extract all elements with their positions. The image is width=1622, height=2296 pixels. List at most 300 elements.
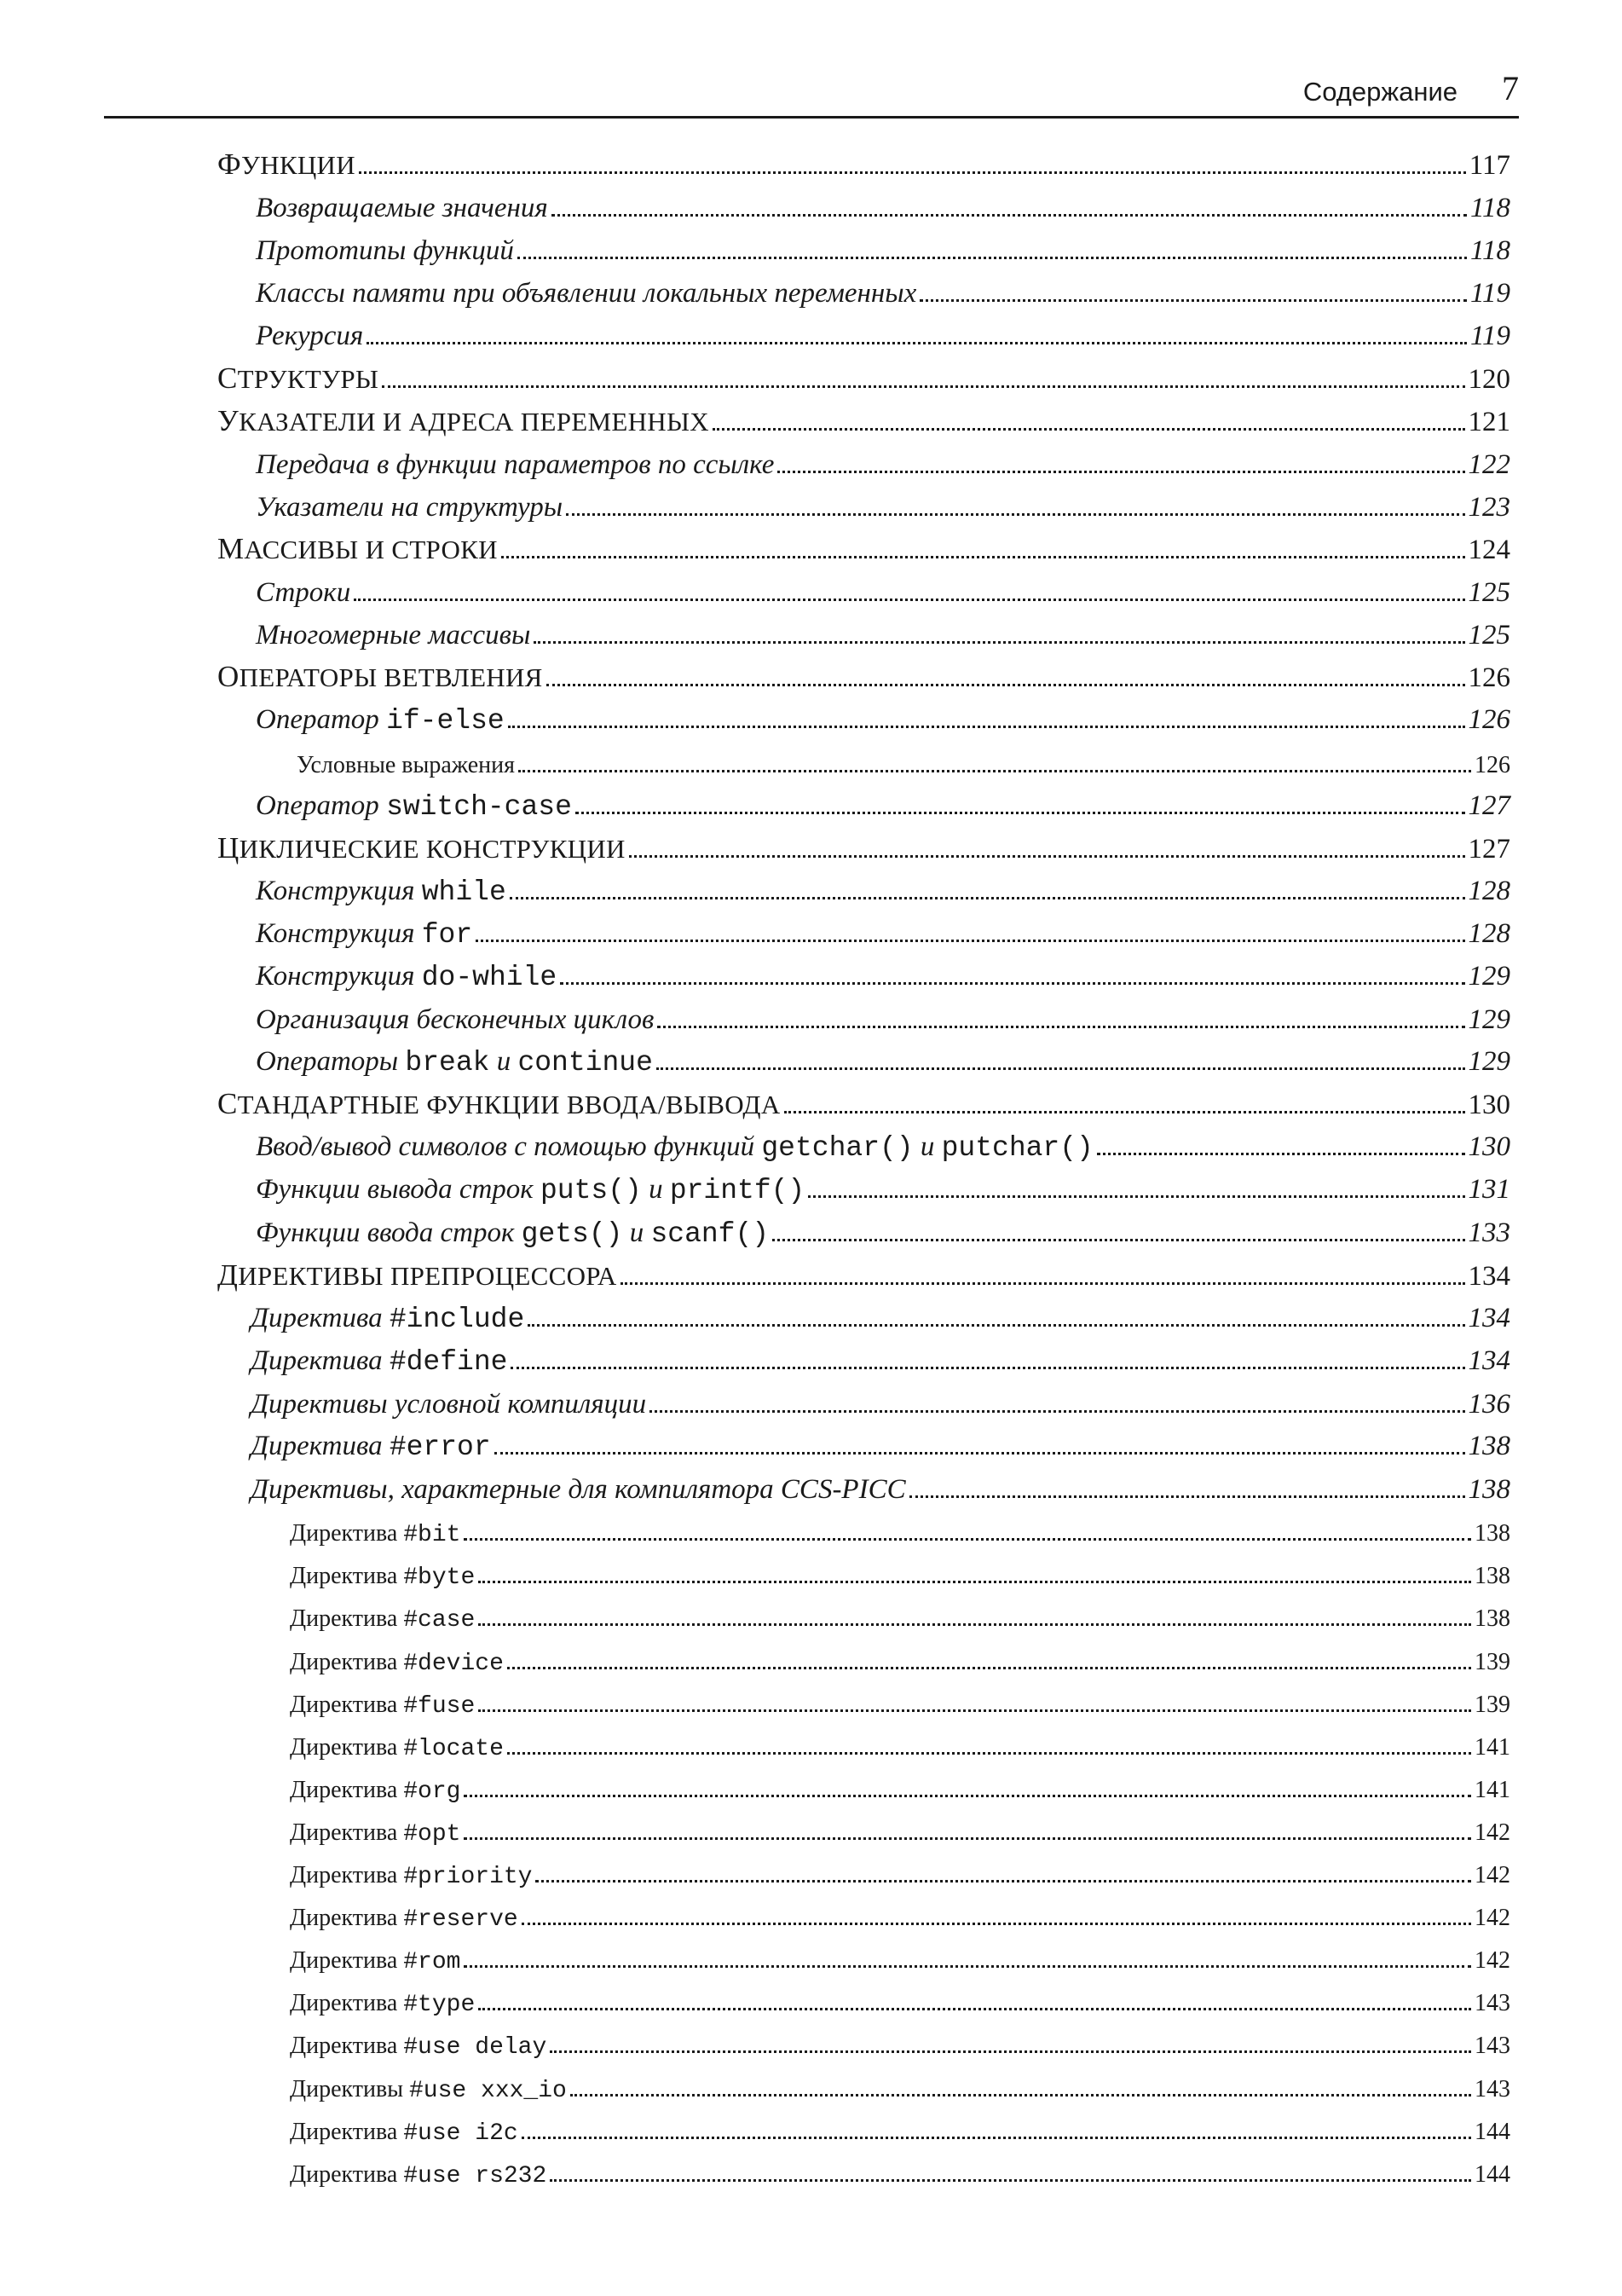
toc-entry-title (251, 1474, 906, 1506)
toc-entry-text: Многомерные массивы (256, 620, 531, 651)
dot-leader (629, 855, 1465, 858)
toc-entry-page: 134 (1468, 1260, 1510, 1292)
toc-entry-page: 121 (1468, 406, 1510, 437)
page-number: 7 (1502, 69, 1519, 107)
toc-entry-line (290, 1777, 1510, 1805)
toc-entry[interactable] (0, 1981, 1622, 2023)
toc-entry-page: 124 (1468, 534, 1510, 565)
toc-entry-title (290, 1734, 504, 1762)
dot-leader (367, 342, 1467, 344)
toc-entry-code: switch-case (386, 790, 572, 823)
toc-entry[interactable] (0, 785, 1622, 828)
toc-entry-line (251, 1303, 1510, 1335)
toc-entry-code: #bit (403, 1522, 461, 1549)
toc-entry-line (256, 1046, 1510, 1079)
toc-entry[interactable] (0, 614, 1622, 656)
dot-leader (570, 2094, 1471, 2096)
toc-entry-text: Конструкция (256, 875, 422, 906)
toc-entry-page: 138 (1475, 1563, 1510, 1590)
toc-entry-title (290, 1905, 518, 1933)
dot-leader (649, 1410, 1464, 1413)
dot-leader (560, 982, 1464, 985)
toc-entry-title: УКАЗАТЕЛИ И АДРЕСА ПЕРЕМЕННЫХ (217, 403, 709, 437)
toc-entry-line (217, 361, 1510, 396)
toc-entry-page: 129 (1468, 1004, 1510, 1035)
toc-entry-text: Ввод/вывод символов с помощью функций (256, 1131, 762, 1163)
dot-leader (494, 1452, 1465, 1455)
toc-entry-title (256, 235, 514, 267)
dot-leader (808, 1195, 1464, 1198)
toc-entry-line (256, 620, 1510, 651)
toc-entry-text: Директива (251, 1431, 390, 1461)
toc-entry-page: 141 (1475, 1733, 1510, 1761)
toc-entry-text: Директива (290, 2160, 404, 2188)
toc-entry-title (251, 1303, 524, 1335)
toc-entry-text: и (641, 1174, 670, 1206)
toc-entry-text: Директива (290, 1947, 404, 1975)
toc-entry-page: 138 (1468, 1431, 1510, 1461)
dot-leader (511, 1367, 1464, 1369)
dot-leader (508, 726, 1465, 728)
toc-entry-code: #fuse (403, 1692, 476, 1720)
toc-entry-page: 127 (1468, 789, 1510, 821)
toc-entry-line (297, 752, 1510, 779)
toc-entry[interactable] (0, 2023, 1622, 2066)
toc-entry[interactable] (0, 272, 1622, 315)
toc-entry-line (290, 2119, 1510, 2147)
toc-entry[interactable] (0, 1725, 1622, 1767)
toc-entry-line (290, 1905, 1510, 1933)
toc-entry-line (217, 831, 1510, 865)
toc-entry-line (256, 1174, 1510, 1206)
toc-entry-text: Конструкция (256, 960, 422, 992)
toc-entry[interactable] (0, 699, 1622, 742)
toc-entry-code: while (421, 876, 506, 908)
toc-entry-line (290, 1734, 1510, 1762)
toc-entry-code: getchar() (761, 1132, 914, 1165)
toc-entry[interactable] (0, 2067, 1622, 2109)
dot-leader (478, 1709, 1471, 1712)
toc-entry-line (256, 918, 1510, 951)
toc-entry-code: if-else (386, 705, 505, 737)
toc-entry-line (251, 1345, 1510, 1378)
toc-entry-line (256, 704, 1510, 737)
toc-entry-text: Директивы условной компиляции (251, 1388, 647, 1420)
toc-entry[interactable] (0, 1340, 1622, 1383)
toc-entry-title (290, 2161, 546, 2189)
toc-entry[interactable] (0, 1810, 1622, 1853)
dot-leader (476, 940, 1464, 942)
toc-entry-page: 143 (1475, 2033, 1510, 2060)
toc-entry-page: 133 (1468, 1217, 1510, 1248)
toc-entry-line (256, 449, 1510, 481)
toc-entry-title (256, 620, 530, 651)
toc-entry-title (290, 1563, 475, 1591)
toc-entry-text: Директива (290, 2033, 404, 2060)
dot-leader (382, 385, 1464, 388)
toc-entry-title (256, 790, 572, 823)
dot-leader (713, 428, 1465, 431)
toc-entry[interactable] (0, 656, 1622, 699)
toc-entry-text: Директива (290, 1605, 404, 1633)
toc-entry-page: 125 (1468, 620, 1510, 651)
toc-entry[interactable] (0, 315, 1622, 357)
toc-entry-title (256, 876, 506, 908)
toc-entry-text: Классы памяти при объявлении локальных переменных (256, 278, 917, 309)
dot-leader (656, 1067, 1465, 1070)
dot-leader (510, 897, 1465, 899)
toc-entry-text: Директива (290, 1990, 404, 2017)
toc-entry-title: ДИРЕКТИВЫ ПРЕПРОЦЕССОРА (217, 1258, 617, 1292)
toc-entry[interactable] (0, 486, 1622, 529)
toc-entry-page: 123 (1468, 491, 1510, 523)
toc-entry-page: 141 (1475, 1776, 1510, 1803)
dot-leader (464, 1538, 1471, 1541)
toc-entry-title: ОПЕРАТОРЫ ВЕТВЛЕНИЯ (217, 660, 543, 694)
toc-entry-code: #use delay (403, 2034, 547, 2062)
toc-entry-page: 129 (1468, 1046, 1510, 1078)
toc-entry-line (290, 1819, 1510, 1848)
toc-entry-code: #include (389, 1303, 525, 1335)
dot-leader (920, 299, 1467, 302)
toc-entry[interactable] (0, 1682, 1622, 1725)
toc-entry-code: #opt (403, 1820, 461, 1848)
toc-entry-page: 126 (1475, 752, 1510, 779)
toc-entry-title (251, 1345, 507, 1378)
toc-entry-page: 128 (1468, 917, 1510, 949)
toc-entry-code: #case (403, 1607, 476, 1634)
toc-entry-line (290, 1605, 1510, 1634)
toc-entry-page: 144 (1475, 2160, 1510, 2188)
dot-leader (566, 513, 1464, 516)
toc-entry-line (256, 278, 1510, 309)
toc-entry-line (251, 1474, 1510, 1506)
dot-leader (517, 257, 1467, 259)
toc-entry-title (256, 1174, 805, 1206)
dot-leader (528, 1324, 1464, 1327)
toc-entry-title: СТРУКТУРЫ (217, 361, 379, 395)
toc-entry-code: #error (389, 1431, 491, 1463)
toc-entry[interactable] (0, 1426, 1622, 1468)
toc-entry-title (256, 1046, 653, 1079)
toc-entry-line (251, 1431, 1510, 1463)
toc-entry-title (256, 961, 557, 993)
toc-entry-page: 138 (1468, 1474, 1510, 1506)
toc-entry-text: Директива (251, 1345, 390, 1376)
toc-entry-line (290, 2161, 1510, 2189)
dot-leader (359, 171, 1466, 174)
toc-entry-text: Директива (290, 1691, 404, 1718)
toc-entry[interactable] (0, 1255, 1622, 1298)
toc-entry-page: 117 (1469, 150, 1510, 181)
dot-leader (784, 1111, 1465, 1113)
toc-entry-title (290, 2033, 546, 2061)
running-head-title: Содержание (1302, 77, 1457, 107)
toc-entry-code: #byte (403, 1564, 476, 1592)
toc-entry[interactable] (0, 998, 1622, 1041)
dot-leader (518, 770, 1471, 772)
toc-entry-title (290, 1947, 460, 1975)
toc-entry-page: 142 (1475, 1905, 1510, 1932)
toc-entry-line (217, 660, 1510, 694)
dot-leader (501, 556, 1465, 558)
toc-entry[interactable] (0, 1511, 1622, 1553)
toc-entry-line (290, 1649, 1510, 1677)
toc-entry-title: ФУНКЦИИ (217, 147, 355, 181)
toc-entry-page: 130 (1468, 1131, 1510, 1163)
toc-entry-page: 119 (1469, 278, 1510, 309)
toc-entry-title (256, 492, 563, 523)
toc-entry-page: 122 (1468, 448, 1510, 480)
toc-entry-page: 129 (1468, 960, 1510, 992)
toc-entry-title (290, 1990, 475, 2018)
toc-entry-title (256, 1217, 769, 1250)
toc-entry-code: #rom (403, 1949, 461, 1976)
toc-entry-title (290, 1692, 475, 1720)
dot-leader (546, 684, 1465, 686)
dot-leader (550, 2050, 1471, 2053)
toc-entry-text: Рекурсия (256, 321, 364, 352)
toc-entry-text: Прототипы функций (256, 235, 514, 267)
toc-entry-title (290, 1819, 460, 1848)
dot-leader (777, 471, 1464, 473)
toc-entry[interactable] (0, 1041, 1622, 1084)
toc-entry[interactable] (0, 187, 1622, 229)
toc-entry-page: 120 (1468, 363, 1510, 395)
toc-entry-page: 118 (1469, 235, 1510, 267)
toc-entry-title (251, 1389, 646, 1420)
toc-entry-page: 142 (1475, 1819, 1510, 1846)
toc-entry-line (290, 2033, 1510, 2061)
toc-entry-text: Директивы (290, 2075, 409, 2102)
toc-entry-page: 144 (1475, 2118, 1510, 2145)
toc-entry[interactable] (0, 1126, 1622, 1169)
toc-entry[interactable] (0, 229, 1622, 272)
toc-entry-page: 136 (1468, 1388, 1510, 1420)
toc-entry-page: 142 (1475, 1862, 1510, 1888)
toc-entry-title (256, 704, 505, 737)
toc-entry-title (251, 1431, 491, 1463)
toc-entry-page: 142 (1475, 1947, 1510, 1975)
toc-entry-code: do-while (421, 961, 557, 993)
toc-entry-text: Операторы (256, 1046, 406, 1078)
dot-leader (522, 2137, 1471, 2139)
toc-entry-title (290, 1862, 532, 1890)
toc-entry-code: #reserve (403, 1906, 518, 1934)
toc-entry-text: Оператор (256, 789, 387, 821)
dot-leader (1097, 1153, 1465, 1155)
toc-entry-code: printf() (669, 1175, 805, 1207)
toc-entry-code: scanf() (650, 1217, 770, 1250)
toc-entry[interactable] (0, 870, 1622, 913)
toc-entry[interactable] (0, 1553, 1622, 1596)
toc-entry-code: #use rs232 (403, 2162, 547, 2189)
toc-entry-page: 134 (1468, 1302, 1510, 1333)
dot-leader (772, 1239, 1464, 1241)
toc-entry-page: 118 (1469, 193, 1510, 224)
toc-entry-title: МАССИВЫ И СТРОКИ (217, 531, 498, 565)
dot-leader (464, 1837, 1471, 1840)
toc-entry-code: #device (403, 1650, 504, 1677)
dot-leader (535, 1880, 1471, 1882)
toc-entry-title (290, 1520, 460, 1548)
toc-entry-text: Функции вывода строк (256, 1174, 540, 1206)
toc-entry-line (290, 1563, 1510, 1591)
toc-entry[interactable] (0, 529, 1622, 571)
dot-leader (550, 2179, 1471, 2182)
toc-entry[interactable] (0, 1596, 1622, 1639)
toc-entry-code: #define (389, 1345, 508, 1378)
toc-entry-title (256, 577, 350, 609)
toc-entry-text: Возвращаемые значения (256, 193, 548, 224)
toc-entry-page: 138 (1475, 1520, 1510, 1547)
toc-entry-text: Конструкция (256, 917, 422, 949)
toc-entry-text: Функции ввода строк (256, 1217, 522, 1248)
toc-entry[interactable] (0, 1212, 1622, 1255)
toc-entry-text: Директивы, характерные для компилятора CCS-PICC (251, 1474, 906, 1506)
toc-entry-line (290, 1990, 1510, 2018)
toc-entry-line (256, 1131, 1510, 1164)
toc-entry-text: Директива (290, 1819, 404, 1846)
toc-entry[interactable] (0, 1298, 1622, 1340)
toc-entry-page: 139 (1475, 1691, 1510, 1718)
dot-leader (534, 641, 1464, 644)
toc-entry-text: Директива (251, 1302, 390, 1333)
toc-entry-title (256, 918, 472, 951)
toc-entry[interactable] (0, 144, 1622, 187)
toc-entry[interactable] (0, 828, 1622, 870)
toc-entry-code: #priority (403, 1864, 533, 1890)
toc-entry[interactable] (0, 1468, 1622, 1511)
toc-entry-line (256, 876, 1510, 908)
toc-entry[interactable] (0, 956, 1622, 998)
toc-entry-title (290, 2076, 567, 2104)
toc-entry-line (290, 2076, 1510, 2104)
toc-entry-title (290, 1605, 475, 1634)
toc-entry[interactable] (0, 358, 1622, 401)
toc-entry-line (217, 1087, 1510, 1121)
toc-entry-title (290, 1649, 504, 1677)
toc-entry-line (256, 235, 1510, 267)
toc-entry[interactable] (0, 443, 1622, 486)
toc-entry-title (297, 752, 515, 779)
toc-entry[interactable] (0, 1853, 1622, 1895)
toc-entry-page: 131 (1468, 1174, 1510, 1206)
toc-entry[interactable] (0, 401, 1622, 443)
toc-entry[interactable] (0, 1895, 1622, 1938)
toc-entry[interactable] (0, 2152, 1622, 2195)
toc-entry-text: и (913, 1131, 942, 1163)
toc-entry-title (256, 1131, 1094, 1164)
toc-entry[interactable] (0, 1383, 1622, 1426)
dot-leader (478, 2008, 1471, 2010)
toc-entry-line (256, 577, 1510, 609)
toc-entry-title (256, 278, 916, 309)
toc-entry-code: continue (517, 1047, 653, 1079)
toc-entry-title (290, 2119, 518, 2147)
toc-entry-line (256, 321, 1510, 352)
toc-entry-line (217, 532, 1510, 566)
toc-entry-text: Директива (290, 2118, 404, 2145)
dot-leader (507, 1667, 1471, 1669)
toc-entry-code: gets() (521, 1217, 623, 1250)
toc-entry-page: 119 (1469, 321, 1510, 352)
toc-entry-text: и (489, 1046, 518, 1078)
toc-entry-title (256, 321, 363, 352)
toc-entry[interactable] (0, 2109, 1622, 2152)
dot-leader (909, 1495, 1465, 1498)
dot-leader (657, 1026, 1464, 1028)
toc-entry-text: Указатели на структуры (256, 491, 563, 523)
toc-entry-line (217, 404, 1510, 438)
dot-leader (478, 1581, 1471, 1583)
toc-entry-code: #locate (403, 1735, 504, 1762)
toc-entry-page: 139 (1475, 1648, 1510, 1675)
toc-entry-text: Директива (290, 1733, 404, 1761)
dot-leader (464, 1965, 1471, 1968)
toc-entry[interactable] (0, 1640, 1622, 1682)
toc-entry-page: 125 (1468, 577, 1510, 608)
toc-entry-page: 128 (1468, 875, 1510, 906)
toc-entry-line (217, 1258, 1510, 1293)
toc-entry-page: 127 (1468, 833, 1510, 865)
toc-entry-line (256, 193, 1510, 224)
toc-entry-line (290, 1520, 1510, 1548)
toc-entry-code: for (421, 918, 473, 951)
toc-entry-page: 143 (1475, 1990, 1510, 2017)
toc-entry[interactable] (0, 742, 1622, 784)
toc-entry-line (256, 1217, 1510, 1250)
toc-entry-text: Оператор (256, 704, 387, 736)
toc-entry-code: #type (403, 1992, 476, 2019)
toc-entry-line (290, 1947, 1510, 1975)
toc-entry-text: Строки (256, 577, 351, 608)
toc-entry-text: Условные выражения (297, 752, 516, 779)
dot-leader (354, 599, 1464, 601)
toc-entry-title (290, 1777, 460, 1805)
toc-entry-title (256, 1004, 654, 1036)
dot-leader (551, 214, 1467, 217)
toc-entry-line (290, 1862, 1510, 1890)
toc-entry-line (256, 961, 1510, 993)
toc-entry-title: СТАНДАРТНЫЕ ФУНКЦИИ ВВОДА/ВЫВОДА (217, 1087, 781, 1121)
toc-entry-line (217, 147, 1510, 182)
toc-entry-line (256, 492, 1510, 523)
toc-entry-text: Директива (290, 1862, 404, 1888)
toc-entry[interactable] (0, 1938, 1622, 1981)
toc-entry[interactable] (0, 1767, 1622, 1810)
toc-entry-code: break (405, 1047, 490, 1079)
toc-entry[interactable] (0, 913, 1622, 956)
toc-entry-title: ЦИКЛИЧЕСКИЕ КОНСТРУКЦИИ (217, 830, 626, 865)
toc-entry-code: #use xxx_io (409, 2077, 567, 2104)
toc-entry-page: 138 (1475, 1605, 1510, 1633)
toc-entry[interactable] (0, 1084, 1622, 1126)
toc-entry-code: putchar() (941, 1132, 1094, 1165)
toc-entry-text: Директива (290, 1520, 404, 1547)
toc-entry-page: 134 (1468, 1345, 1510, 1376)
dot-leader (621, 1282, 1465, 1285)
toc-entry-page: 143 (1475, 2075, 1510, 2102)
toc-entry[interactable] (0, 571, 1622, 614)
toc-entry-code: puts() (540, 1175, 642, 1207)
page-header (104, 65, 1519, 119)
toc-entry-page: 126 (1468, 704, 1510, 736)
toc-entry[interactable] (0, 1169, 1622, 1212)
toc-entry-title (256, 193, 548, 224)
toc-entry-text: Директива (290, 1776, 404, 1803)
toc-entry-text: и (622, 1217, 651, 1248)
